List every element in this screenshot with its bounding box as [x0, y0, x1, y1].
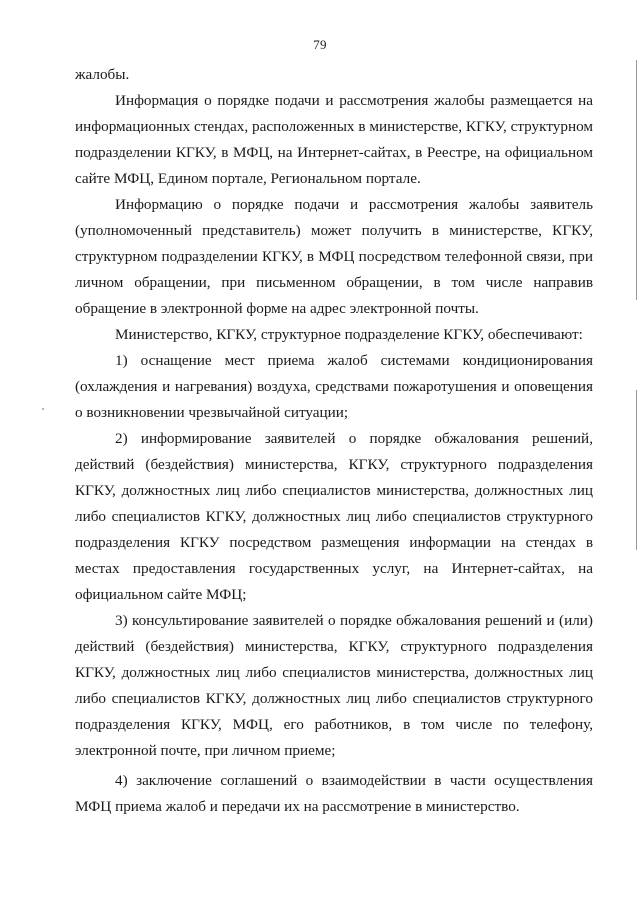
document-body — [75, 62, 593, 820]
paragraph-info-obtaining: Информацию о порядке подачи и рассмотрения жалобы заявитель (уполномоченный представитель) может получить в министерстве, КГКУ, структурном подразделении КГКУ, в МФЦ посредством телефонной связи, при личном обращении, при письменном обращении, в том числе направив обращение в электронной форме на адрес электронной почты. — [75, 196, 593, 317]
page-number: 79 — [313, 37, 327, 52]
list-item-4: 4) заключение соглашений о взаимодействии в части осуществления МФЦ приема жалоб и передачи их на рассмотрение в министерство. — [75, 772, 593, 815]
scan-speck — [42, 408, 44, 410]
list-item-1: 1) оснащение мест приема жалоб системами кондиционирования (охлаждения и нагревания) воздуха, средствами пожаротушения и оповещения о возникновении чрезвычайной ситуации; — [75, 352, 593, 421]
scan-edge-mark — [636, 390, 637, 550]
list-item-3: 3) консультирование заявителей о порядке обжалования решений и (или) действий (бездействия) министерства, КГКУ, структурного подразделения КГКУ, должностных лиц либо специалистов министерства, должностных лиц либо специалистов КГКУ, должностных лиц либо специалистов структурного подразделения КГКУ, МФЦ, его работников, в том числе по телефону, электронной почте, при личном приеме; — [75, 612, 593, 759]
scan-edge-mark — [636, 60, 637, 300]
paragraph-obligations-intro: Министерство, КГКУ, структурное подразделение КГКУ, обеспечивают: — [115, 326, 583, 343]
paragraph-info-placement: Информация о порядке подачи и рассмотрения жалобы размещается на информационных стендах, расположенных в министерстве, КГКУ, структурном подразделении КГКУ, в МФЦ, на Интернет-сайтах, в Реестре, на официальном сайте МФЦ, Едином портале, Региональном портале. — [75, 92, 593, 187]
list-item-2: 2) информирование заявителей о порядке обжалования решений, действий (бездействия) министерства, КГКУ, структурного подразделения КГКУ, должностных лиц либо специалистов министерства, должностных лиц либо специалистов КГКУ, должностных лиц либо специалистов структурного подразделения КГКУ посредством размещения информации на стендах в местах предоставления государственных услуг, на Интернет-сайтах, на официальном сайте МФЦ; — [75, 430, 593, 603]
paragraph-continuation: жалобы. — [75, 66, 130, 83]
